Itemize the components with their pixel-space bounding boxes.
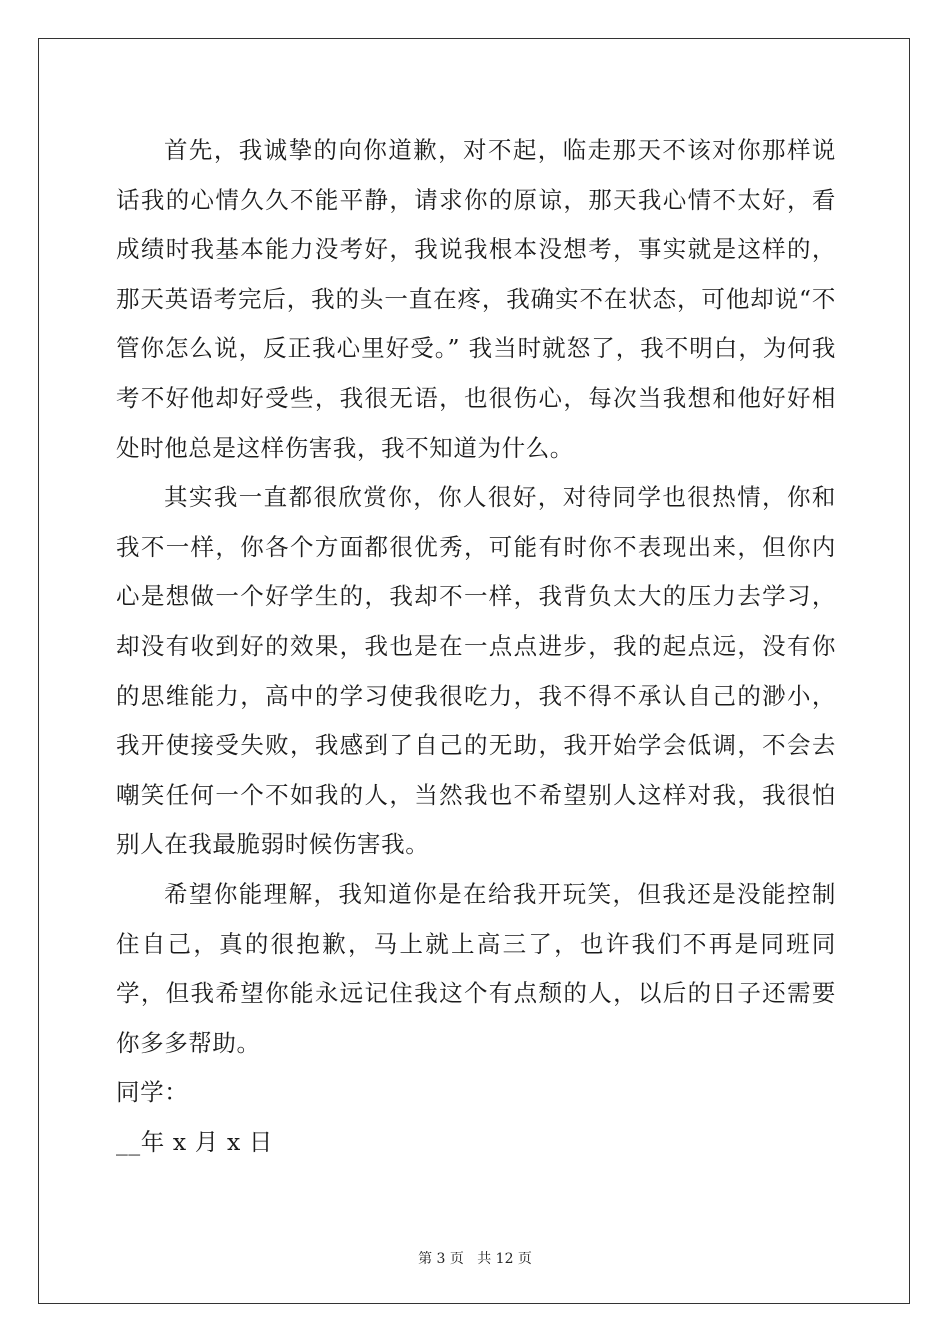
document-body (116, 126, 836, 1167)
paragraph-2: 其实我一直都很欣赏你，你人很好，对待同学也很热情，你和我不一样，你各个方面都很优秀，可能有时你不表现出来，但你内心是想做一个好学生的，我却不一样，我背负太大的压力去学习，却没有收到好的效果，我也是在一点点进步，我的起点远，没有你的思维能力，高中的学习使我很吃力，我不得不承认自己的渺小，我开使接受失败，我感到了自己的无助，我开始学会低调，不会去嘲笑任何一个不如我的人，当然我也不希望别人这样对我，我很怕别人在我最脆弱时候伤害我。 (116, 483, 836, 859)
paragraph-1: 首先，我诚挚的向你道歉，对不起，临走那天不该对你那样说话我的心情久久不能平静，请求你的原谅，那天我心情不太好，看成绩时我基本能力没考好，我说我根本没想考，事实就是这样的，那天英语考完后，我的头一直在疼，我确实不在状态，可他却说“不管你怎么说，反正我心里好受。” 我当时就怒了，我不明白，为何我考不好他却好受些，我很无语，也很伤心，每次当我想和他好好相处时他总是这样伤害我，我不知道为什么。 (116, 136, 836, 462)
page-number: 第 3 页 共 12 页 (418, 1251, 532, 1267)
paragraph-3: 希望你能理解，我知道你是在给我开玩笑，但我还是没能控制住自己，真的很抱歉，马上就上高三了，也许我们不再是同班同学，但我希望你能永远记住我这个有点颓的人，以后的日子还需要你多多帮助。 (116, 879, 836, 1057)
salutation: 同学： (116, 1078, 189, 1107)
date-line: __年 x 月 x 日 (116, 1127, 273, 1156)
